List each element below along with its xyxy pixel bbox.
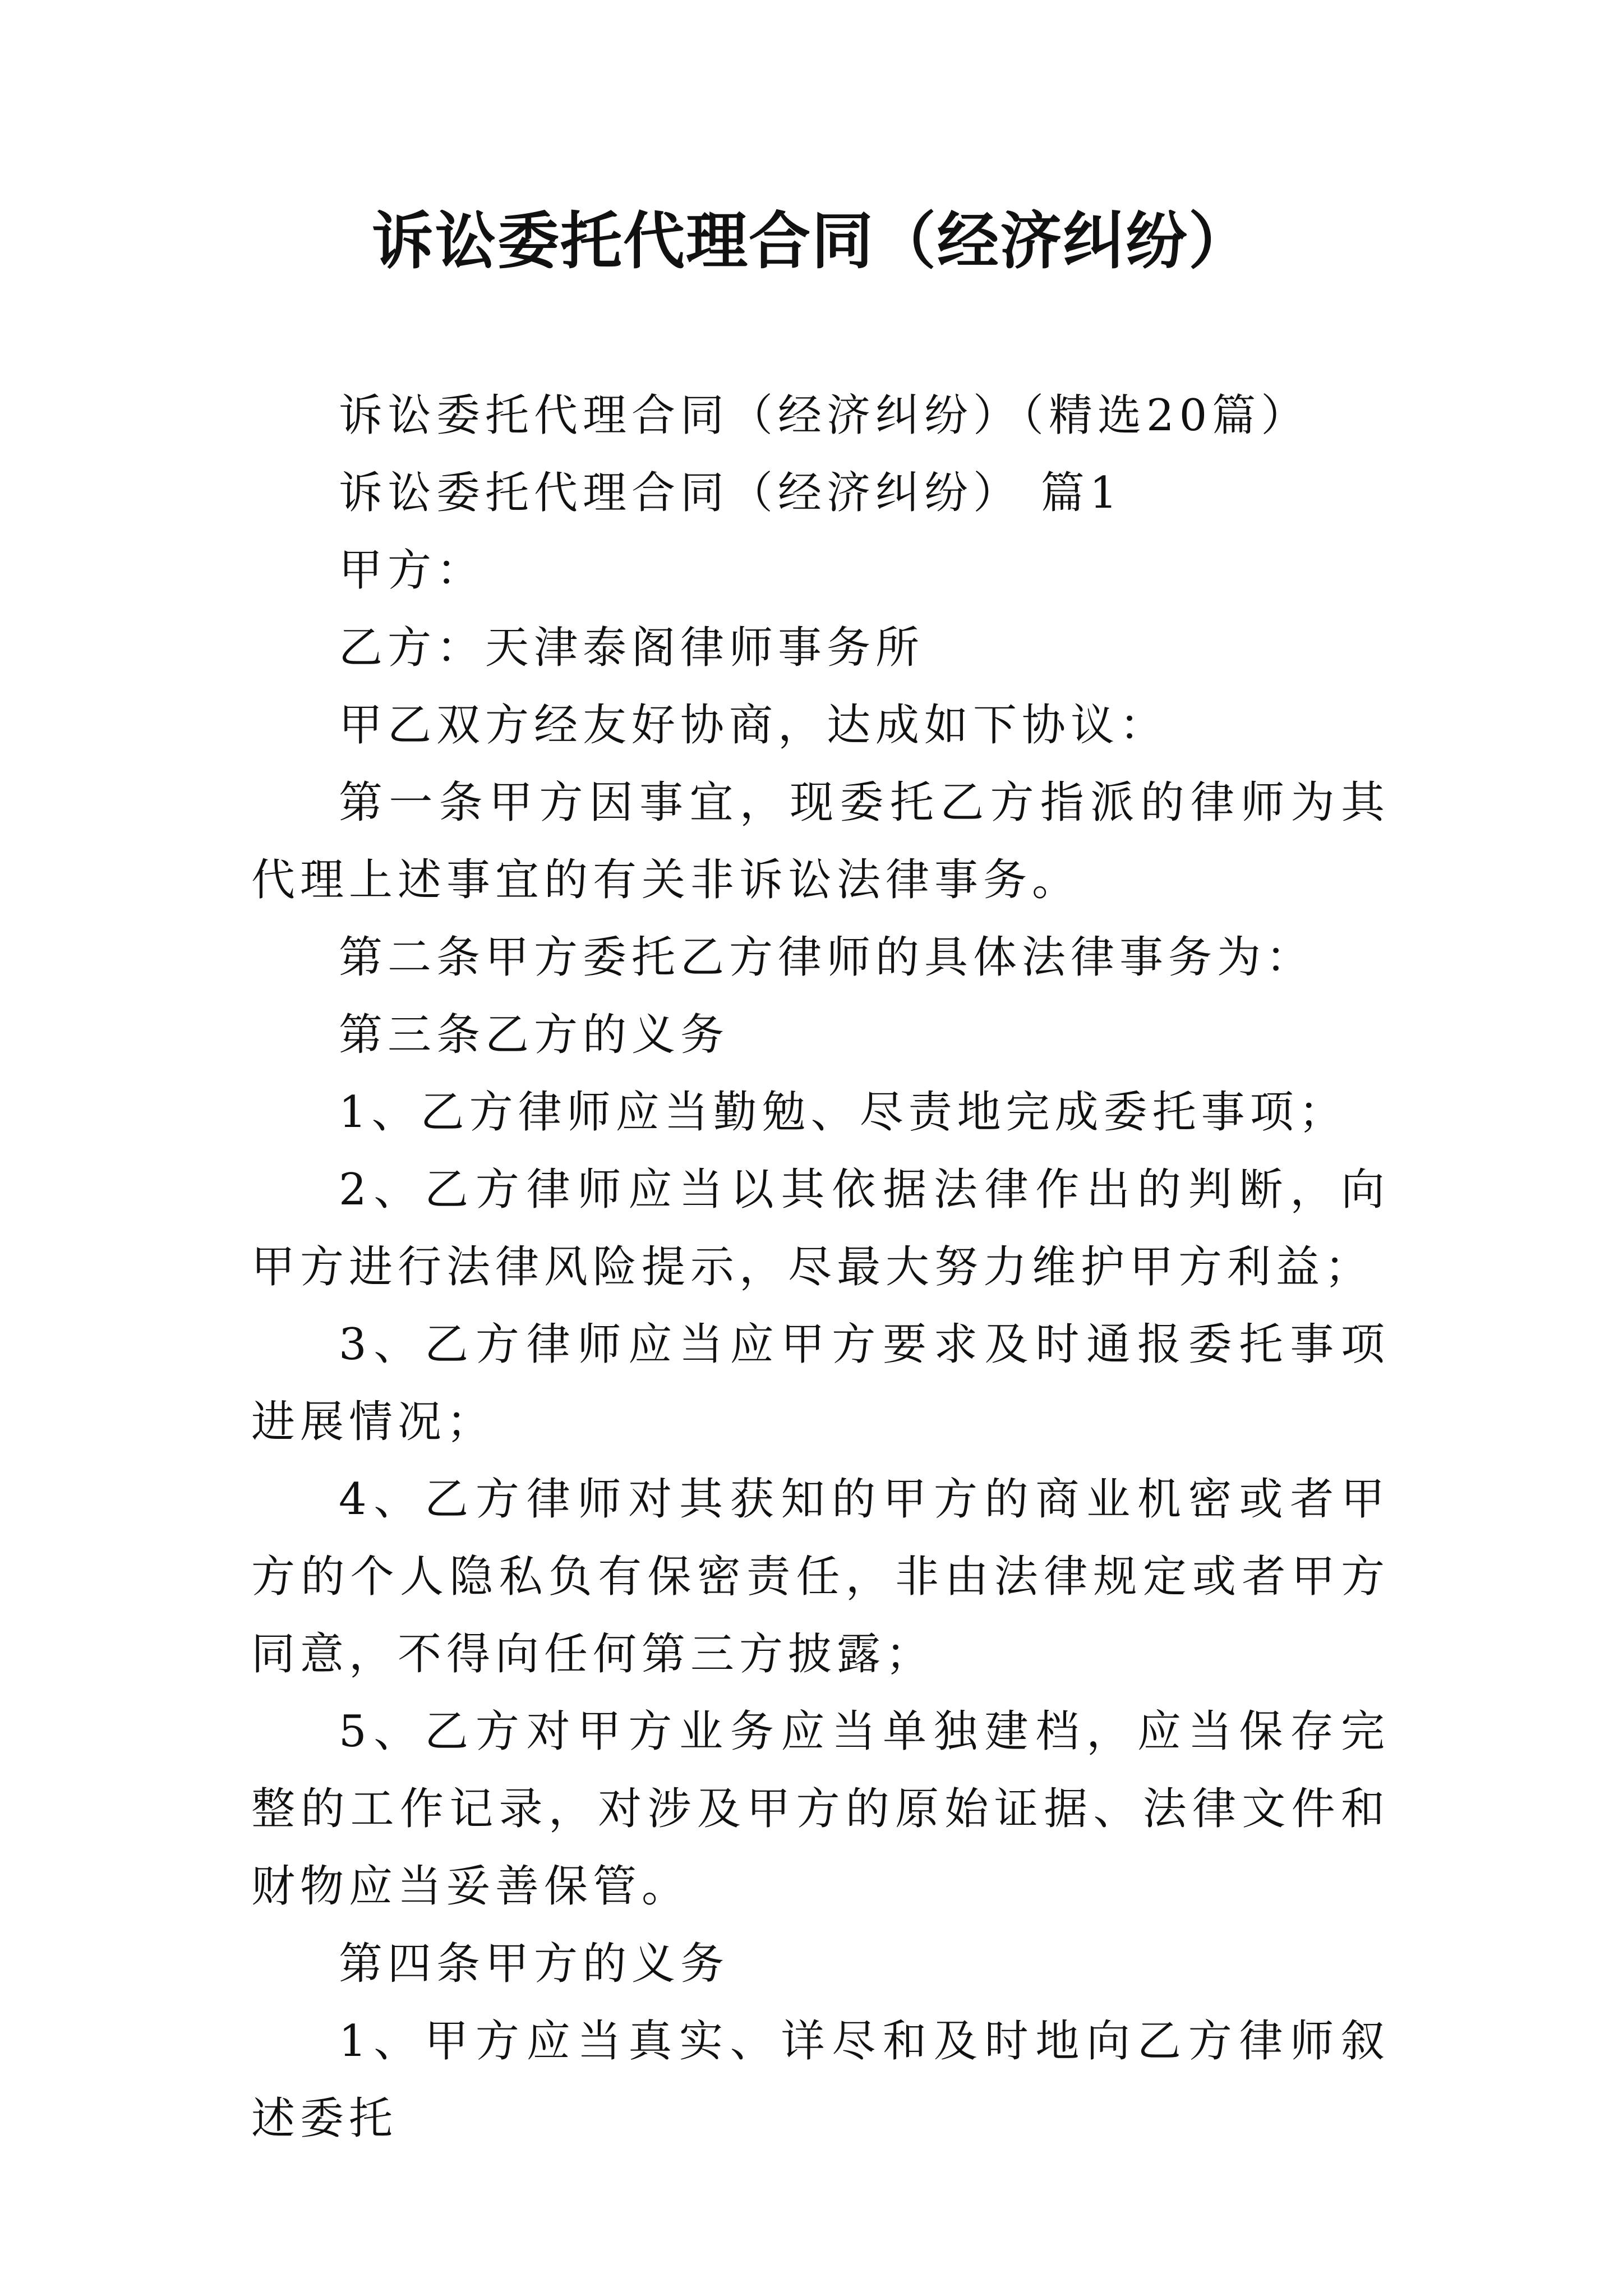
paragraph-party-b: 乙方：天津泰阁律师事务所 [339, 623, 925, 673]
paragraph-collection-title: 诉讼委托代理合同（经济纠纷）（精选20篇） [339, 390, 1310, 441]
paragraph-party-b-duty-4: 4、乙方律师对其获知的甲方的商业机密或者甲方的个人隐私负有保密责任，非由法律规定或者甲方同意，不得向任何第三方披露； [251, 1474, 1390, 1680]
paragraph-clause-3-heading: 第三条乙方的义务 [339, 1010, 730, 1060]
paragraph-clause-2: 第二条甲方委托乙方律师的具体法律事务为： [339, 932, 1315, 983]
paragraph-party-b-duty-5: 5、乙方对甲方业务应当单独建档，应当保存完整的工作记录，对涉及甲方的原始证据、法律文件和财物应当妥善保管。 [251, 1706, 1390, 1912]
document-title: 诉讼委托代理合同（经济纠纷） [372, 205, 1251, 277]
paragraph-party-a: 甲方： [339, 545, 486, 596]
paragraph-clause-4-heading: 第四条甲方的义务 [339, 1939, 730, 1989]
paragraph-party-b-duty-1: 1、乙方律师应当勤勉、尽责地完成委托事项； [339, 1087, 1348, 1138]
document-body [251, 377, 1390, 2157]
paragraph-party-b-duty-3: 3、乙方律师应当应甲方要求及时通报委托事项进展情况； [251, 1319, 1390, 1447]
paragraph-clause-1: 第一条甲方因事宜，现委托乙方指派的律师为其代理上述事宜的有关非诉讼法律事务。 [251, 777, 1390, 905]
paragraph-agreement-intro: 甲乙双方经友好协商，达成如下协议： [339, 700, 1169, 751]
paragraph-party-a-duty-1: 1、甲方应当真实、详尽和及时地向乙方律师叙述委托 [251, 2016, 1390, 2144]
paragraph-party-b-duty-2: 2、乙方律师应当以其依据法律作出的判断，向甲方进行法律风险提示，尽最大努力维护甲方利益； [251, 1165, 1390, 1292]
paragraph-article-heading: 诉讼委托代理合同（经济纠纷） 篇1 [339, 468, 1123, 518]
